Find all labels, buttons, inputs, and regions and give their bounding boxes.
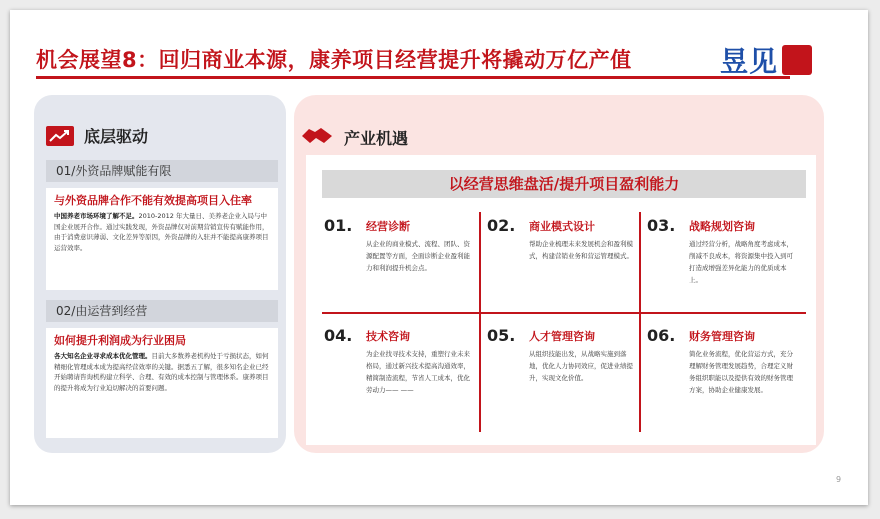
card-body	[54, 211, 270, 253]
left-heading-label: 底层驱动	[84, 127, 149, 146]
section-label: 02/由运营到经营	[46, 300, 278, 322]
item-body: 为企业找寻技术支持，重塑行业未来格局，通过新兴技术提高沟通效率，精简制造流程，节省人工成本，优化劳动力—— ——	[366, 350, 470, 394]
card-title: 与外资品牌合作不能有效提高项目入住率	[54, 194, 252, 207]
card-title: 如何提升利润成为行业困局	[54, 334, 186, 347]
seal-icon	[782, 45, 812, 75]
item-body: 通过经营分析，战略角度考虑成本，削减不良成本，将资源集中投入到可打造成增强差异化能力的优质成本上。	[689, 240, 793, 284]
card-text: 目前大多数养老机构处于亏损状态，如何精细化管理成本成为提高经营效率的关键。据悉五了解，很多知名企业已经开始聘请咨询机构建立科学、合理、有效的成本控制与管理体系。康养项目的提升将成为行业迫切解决的首要问题。	[54, 352, 269, 392]
brand-logo	[720, 40, 812, 80]
handshake-icon	[300, 124, 334, 150]
banner: 以经营思维盘活/提升项目盈利能力	[322, 170, 806, 198]
card-text: 2010-2012 年大量日、美养老企业入局与中国企业展开合作。通过实践发现，外资品牌仅对前期营销宣传有赋能作用，由于消费意识薄弱、文化差异等原因，外资品牌的入驻并不能提高康养项目运营效率。	[54, 212, 269, 252]
card-lead: 中国养老市场环境了解不足。	[54, 212, 139, 220]
brand-name: 昱见	[720, 45, 779, 78]
grid-divider	[639, 212, 641, 432]
section-label: 01/外资品牌赋能有限	[46, 160, 278, 182]
item-number: 01.	[324, 216, 353, 235]
item-title: 商业模式设计	[529, 220, 595, 233]
opportunity-item	[324, 216, 474, 326]
section-card	[46, 188, 278, 290]
item-number: 03.	[647, 216, 676, 235]
opportunity-item	[647, 326, 797, 436]
opportunity-item	[487, 216, 637, 326]
item-title: 人才管理咨询	[529, 330, 595, 343]
opportunity-item	[647, 216, 797, 326]
item-title: 技术咨询	[366, 330, 410, 343]
page-title: 机会展望8：回归商业本源，康养项目经营提升将撬动万亿产值	[36, 48, 632, 72]
item-body: 帮助企业梳理未来发展机会和盈利模式，构建营销业务和营运管理模式。	[529, 240, 633, 260]
card-body	[54, 351, 270, 393]
left-panel-heading	[46, 124, 148, 147]
right-heading-label: 产业机遇	[344, 128, 409, 148]
page-number: 9	[836, 475, 842, 484]
item-number: 06.	[647, 326, 676, 345]
trend-up-icon	[46, 126, 74, 146]
item-number: 05.	[487, 326, 516, 345]
item-title: 财务管理咨询	[689, 330, 755, 343]
item-body: 从组织技能出发，从战略实施到落地，优化人力协同效应，促进业绩提升，实现文化价值。	[529, 350, 633, 382]
item-title: 战略规划咨询	[689, 220, 755, 233]
item-number: 02.	[487, 216, 516, 235]
opportunity-item	[324, 326, 474, 436]
opportunity-item	[487, 326, 637, 436]
item-title: 经营诊断	[366, 220, 410, 233]
item-body: 从企业的商业模式、流程、团队、资源配置等方面，全面诊断企业盈利能力和利润提升机会点。	[366, 240, 470, 272]
right-panel-heading	[300, 124, 408, 150]
section-card	[46, 328, 278, 438]
title-underline	[36, 76, 790, 79]
item-body: 简化业务流程，优化营运方式，充分理解财务管理发展趋势，合理定义财务组织职能以及提供有效的财务管理方案，协助企业健康发展。	[689, 350, 793, 394]
grid-divider	[479, 212, 481, 432]
item-number: 04.	[324, 326, 353, 345]
card-lead: 各大知名企业寻求成本优化管理。	[54, 352, 152, 360]
